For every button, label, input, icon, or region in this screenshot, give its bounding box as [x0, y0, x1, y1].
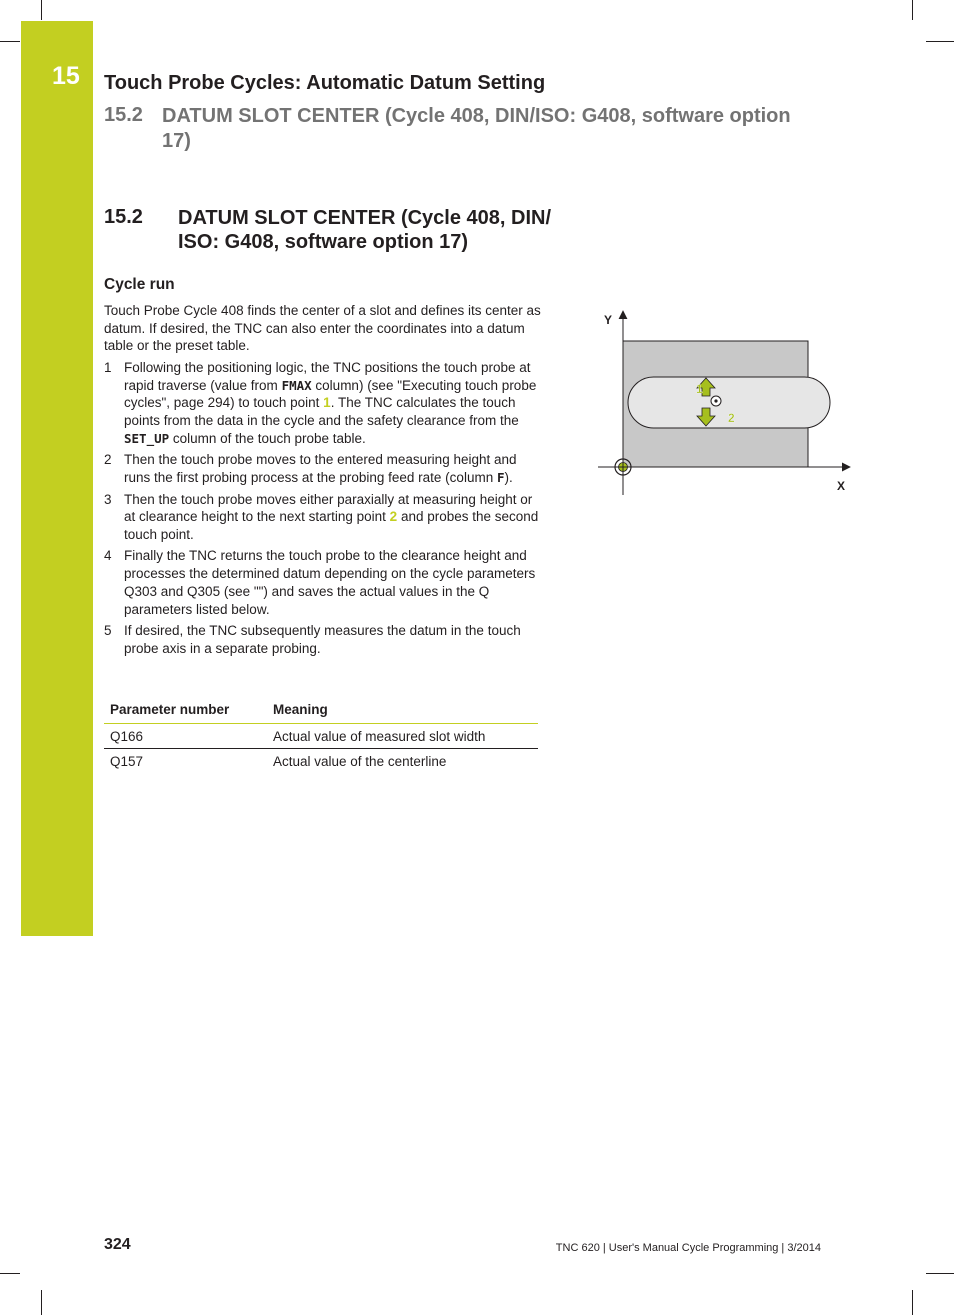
step-text: If desired, the TNC subsequently measures the datum in the touch probe axis in a separate probing.	[124, 623, 521, 656]
step-text	[124, 359, 544, 448]
crop-mark	[912, 1290, 913, 1315]
table-header-row	[104, 698, 538, 724]
crop-mark	[41, 0, 42, 20]
y-axis-label: Y	[604, 313, 613, 327]
keyword: SET_UP	[124, 430, 170, 446]
keyword: FMAX	[281, 377, 312, 393]
table-cell: Q166	[104, 724, 267, 749]
table-cell: Actual value of measured slot width	[267, 724, 538, 749]
keyword: F	[496, 470, 505, 486]
step-number: 4	[104, 548, 112, 564]
step-text	[124, 451, 544, 486]
column-header: Meaning	[267, 698, 538, 724]
page-footer: TNC 620 | User's Manual Cycle Programming | 3/2014	[555, 1242, 821, 1254]
step-text-part: . The TNC calculates the touch points from the data in the cycle and the safety clearance from the	[124, 395, 519, 429]
step-number: 3	[104, 491, 112, 507]
step-text-part: and probes the second touch point.	[124, 509, 539, 542]
slot-center-icon	[711, 396, 721, 406]
list-item	[104, 491, 544, 544]
step-number: 2	[104, 452, 112, 468]
touch-point-1-label: 1	[696, 382, 703, 396]
table-cell: Q157	[110, 754, 144, 769]
step-text: Finally the TNC returns the touch probe to the clearance height and processes the determined datum depending on the cycle parameters Q303 and Q305 (see "") and saves the actual values in the Q parameters listed below.	[124, 548, 536, 617]
step-text-part: Then the touch probe moves either paraxially at measuring height or at clearance height to the next starting point	[124, 491, 533, 525]
step-text	[124, 491, 544, 544]
chapter-number: 15	[52, 62, 80, 90]
running-header-title: Touch Probe Cycles: Automatic Datum Setting	[104, 72, 546, 94]
chapter-sidebar	[21, 21, 93, 936]
step-text-part: ).	[504, 470, 513, 486]
point-reference: 2	[389, 509, 398, 525]
list-item	[104, 547, 544, 618]
list-item	[104, 622, 544, 657]
running-header-section-number: 15.2	[104, 104, 143, 126]
step-text-part: column of the touch probe table.	[169, 430, 366, 446]
table-row	[104, 724, 538, 749]
crop-mark	[926, 41, 954, 42]
point-reference: 1	[323, 395, 331, 411]
intro-paragraph: Touch Probe Cycle 408 finds the center of a slot and defines its center as datum. If desired, the TNC can also enter the coordinates into a datum table or the preset table.	[104, 303, 541, 354]
step-list	[104, 359, 544, 661]
column-header: Parameter number	[104, 698, 267, 724]
crop-mark	[0, 1273, 20, 1274]
table-row	[104, 749, 538, 774]
slot-center-figure	[590, 305, 860, 495]
section-number: 15.2	[104, 206, 143, 228]
parameter-table	[104, 698, 538, 773]
list-item	[104, 359, 544, 448]
step-number: 1	[104, 360, 112, 375]
step-text-part: Then the touch probe moves to the entered measuring height and runs the first probing process at the probing feed rate (column	[124, 452, 517, 486]
list-item	[104, 451, 544, 486]
table-cell: Actual value of the centerline	[273, 754, 447, 769]
crop-mark	[0, 41, 20, 42]
crop-mark	[912, 0, 913, 20]
crop-mark	[926, 1273, 954, 1274]
crop-mark	[41, 1290, 42, 1315]
page-number: 324	[104, 1236, 131, 1253]
step-text-part: Following the positioning logic, the TNC positions the touch probe at rapid traverse (value from	[124, 360, 531, 393]
section-title: DATUM SLOT CENTER (Cycle 408, DIN/ ISO: G408, software option 17)	[178, 207, 552, 253]
x-axis-label: X	[837, 479, 846, 493]
subheading: Cycle run	[104, 276, 175, 293]
step-text-part: column) (see "Executing touch probe cycles", page 294) to touch point	[124, 377, 537, 411]
touch-point-2-label: 2	[728, 411, 735, 425]
step-number: 5	[104, 623, 112, 639]
running-header-section-title: DATUM SLOT CENTER (Cycle 408, DIN/ISO: G408, software option 17)	[162, 105, 791, 152]
